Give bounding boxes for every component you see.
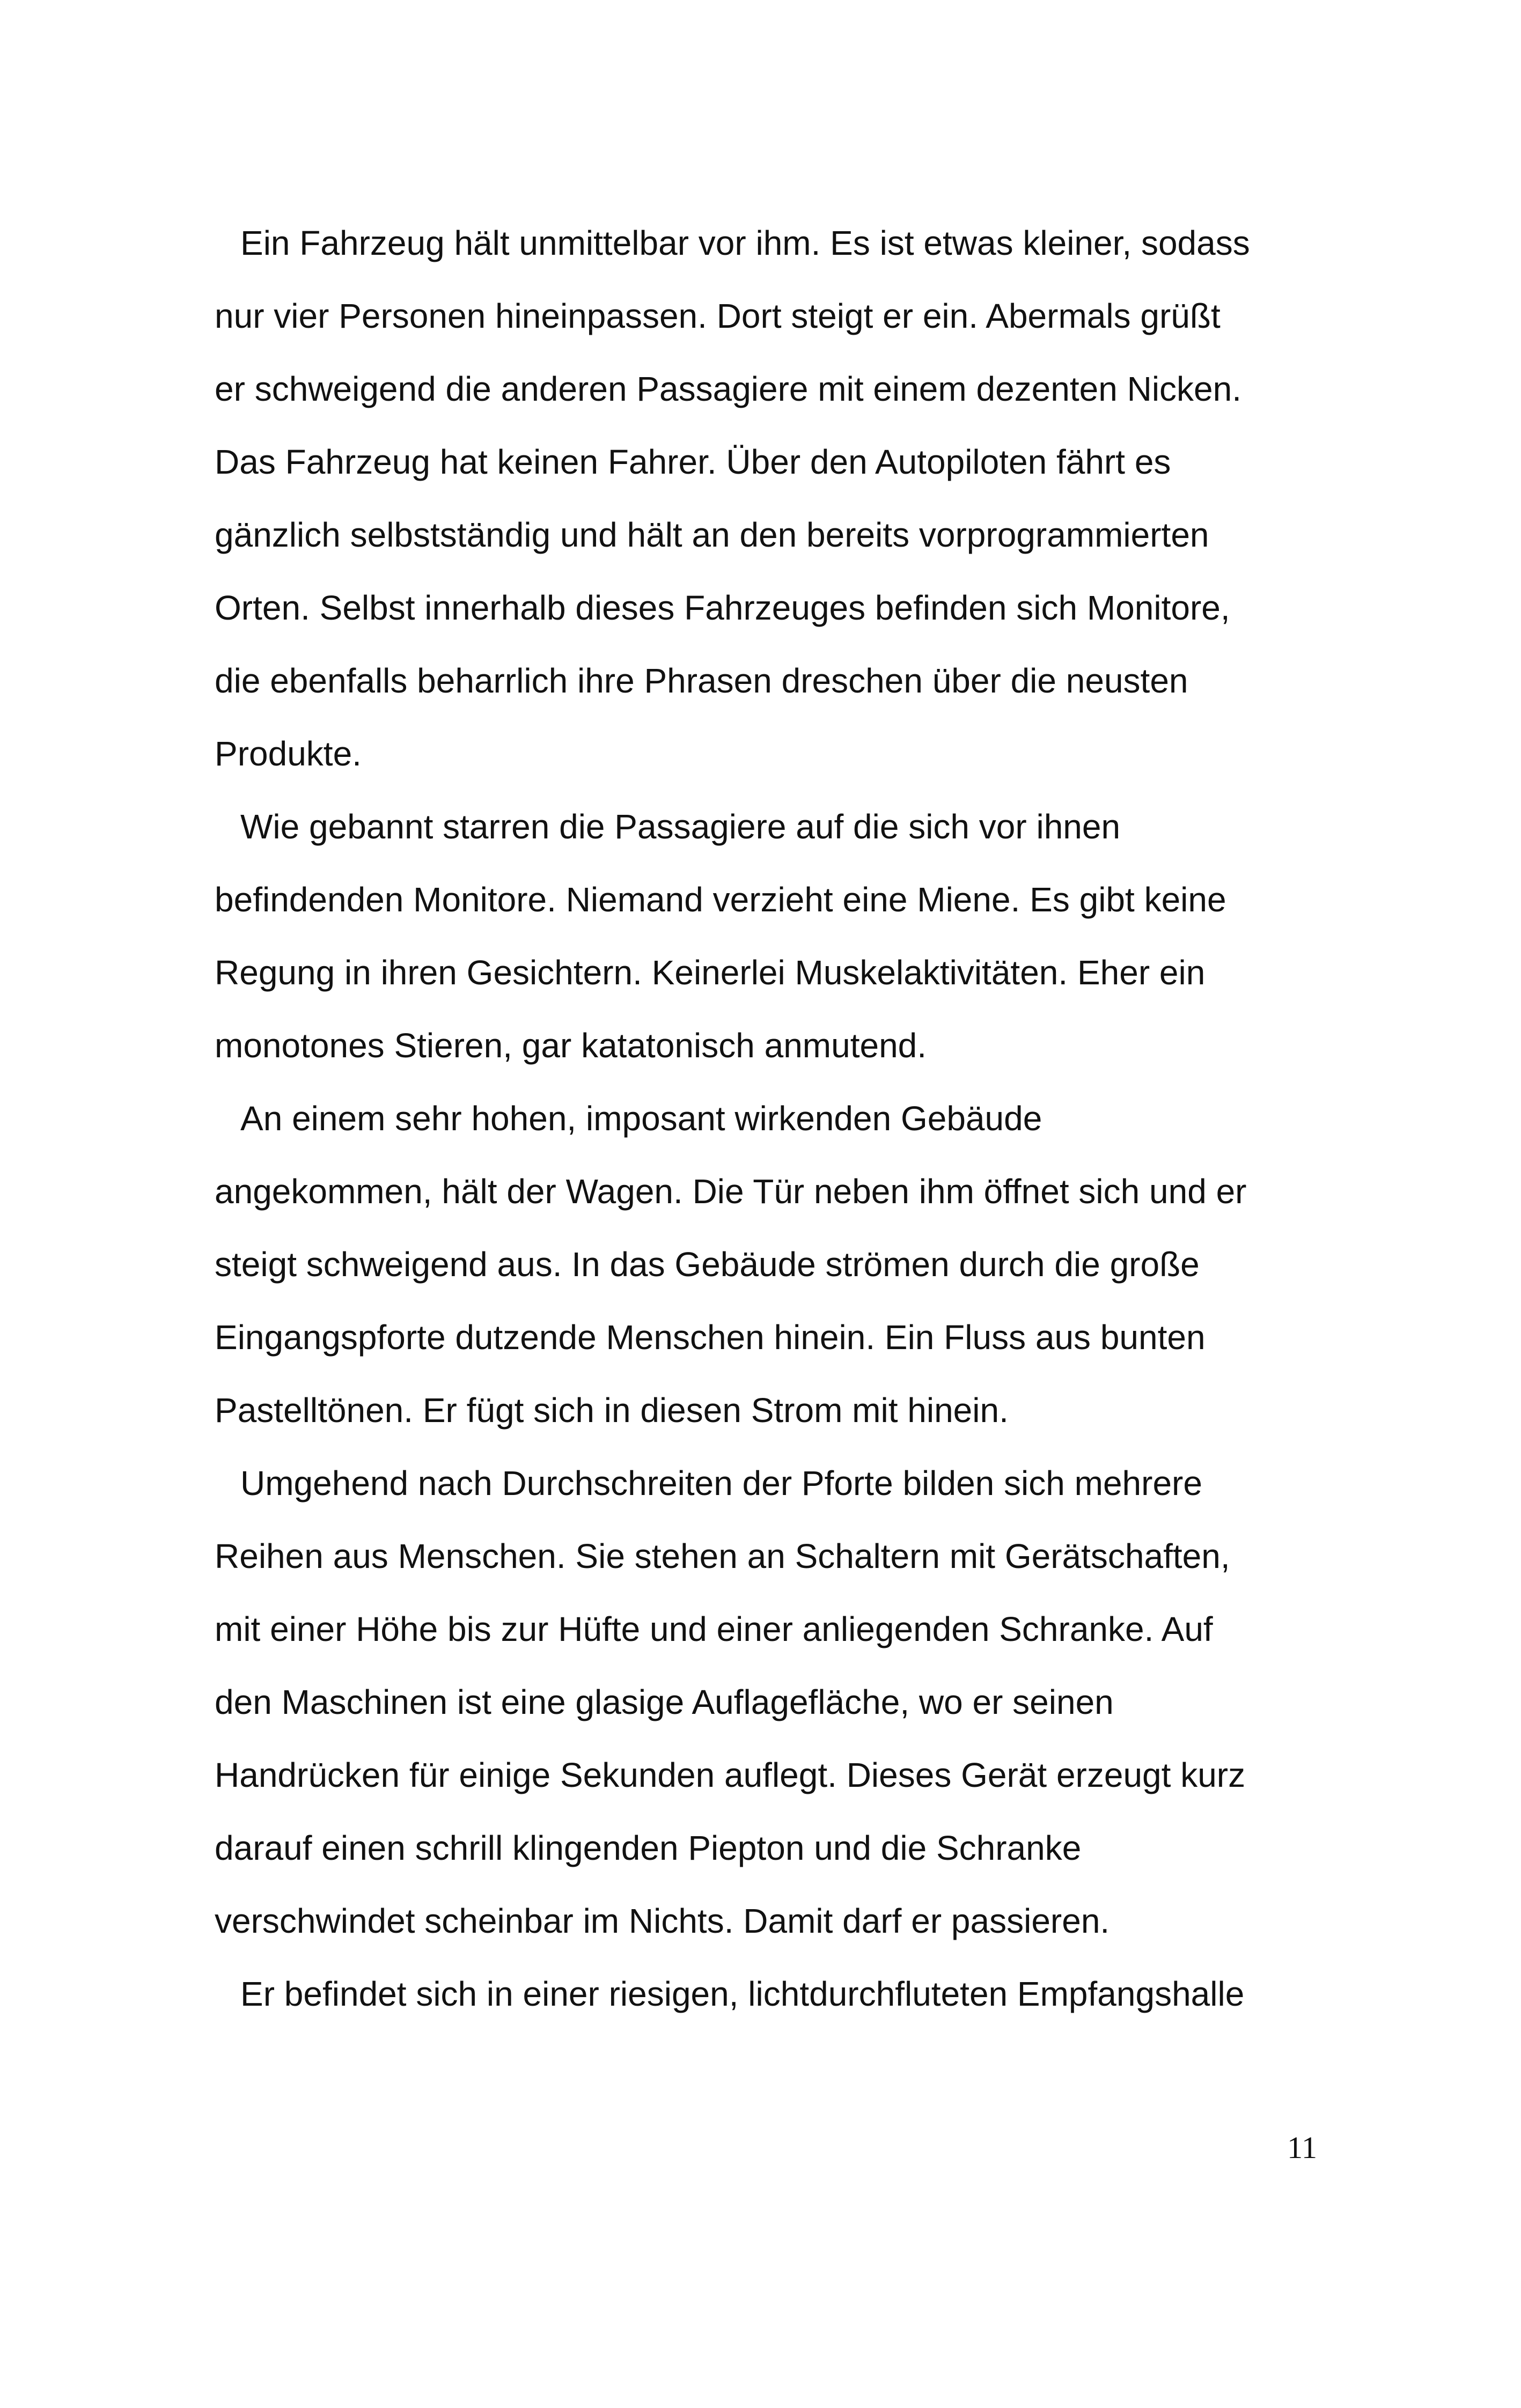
text-line: Wie gebannt starren die Passagiere auf die sich vor ihnen [240,807,1121,846]
text-line: Pastelltönen. Er fügt sich in diesen Strom mit hinein. [215,1391,1009,1430]
text-line: monotones Stieren, gar katatonisch anmutend. [215,1026,927,1065]
text-line: Er befindet sich in einer riesigen, lichtdurchfluteten Empfangshalle [240,1975,1245,2013]
text-line: Produkte. [215,734,362,773]
text-line: den Maschinen ist eine glasige Auflagefläche, wo er seinen [215,1683,1114,1721]
text-line: Eingangspforte dutzende Menschen hinein. Ein Fluss aus bunten [215,1318,1206,1357]
text-line: Handrücken für einige Sekunden auflegt. Dieses Gerät erzeugt kurz [215,1756,1246,1794]
page-number: 11 [1287,2130,1317,2165]
body-text [215,207,1331,2030]
text-line: er schweigend die anderen Passagiere mit einem dezenten Nicken. [215,370,1241,408]
text-line: darauf einen schrill klingenden Piepton und die Schranke [215,1829,1082,1867]
text-line: angekommen, hält der Wagen. Die Tür neben ihm öffnet sich und er [215,1172,1247,1211]
text-line: verschwindet scheinbar im Nichts. Damit darf er passieren. [215,1902,1110,1940]
text-line: Das Fahrzeug hat keinen Fahrer. Über den Autopiloten fährt es [215,443,1171,481]
text-line: Orten. Selbst innerhalb dieses Fahrzeuges befinden sich Monitore, [215,588,1230,627]
text-line: mit einer Höhe bis zur Hüfte und einer anliegenden Schranke. Auf [215,1610,1213,1648]
text-line: Reihen aus Menschen. Sie stehen an Schaltern mit Gerätschaften, [215,1537,1230,1575]
text-line: An einem sehr hohen, imposant wirkenden Gebäude [240,1099,1042,1138]
text-line: gänzlich selbstständig und hält an den bereits vorprogrammierten [215,516,1209,554]
text-line: nur vier Personen hineinpassen. Dort steigt er ein. Abermals grüßt [215,297,1221,335]
text-line: steigt schweigend aus. In das Gebäude strömen durch die große [215,1245,1200,1284]
text-line: befindenden Monitore. Niemand verzieht eine Miene. Es gibt keine [215,880,1226,919]
text-line: Regung in ihren Gesichtern. Keinerlei Muskelaktivitäten. Eher ein [215,953,1206,992]
text-line: die ebenfalls beharrlich ihre Phrasen dreschen über die neusten [215,661,1188,700]
text-line: Ein Fahrzeug hält unmittelbar vor ihm. Es ist etwas kleiner, sodass [240,224,1250,262]
text-line: Umgehend nach Durchschreiten der Pforte bilden sich mehrere [240,1464,1202,1503]
